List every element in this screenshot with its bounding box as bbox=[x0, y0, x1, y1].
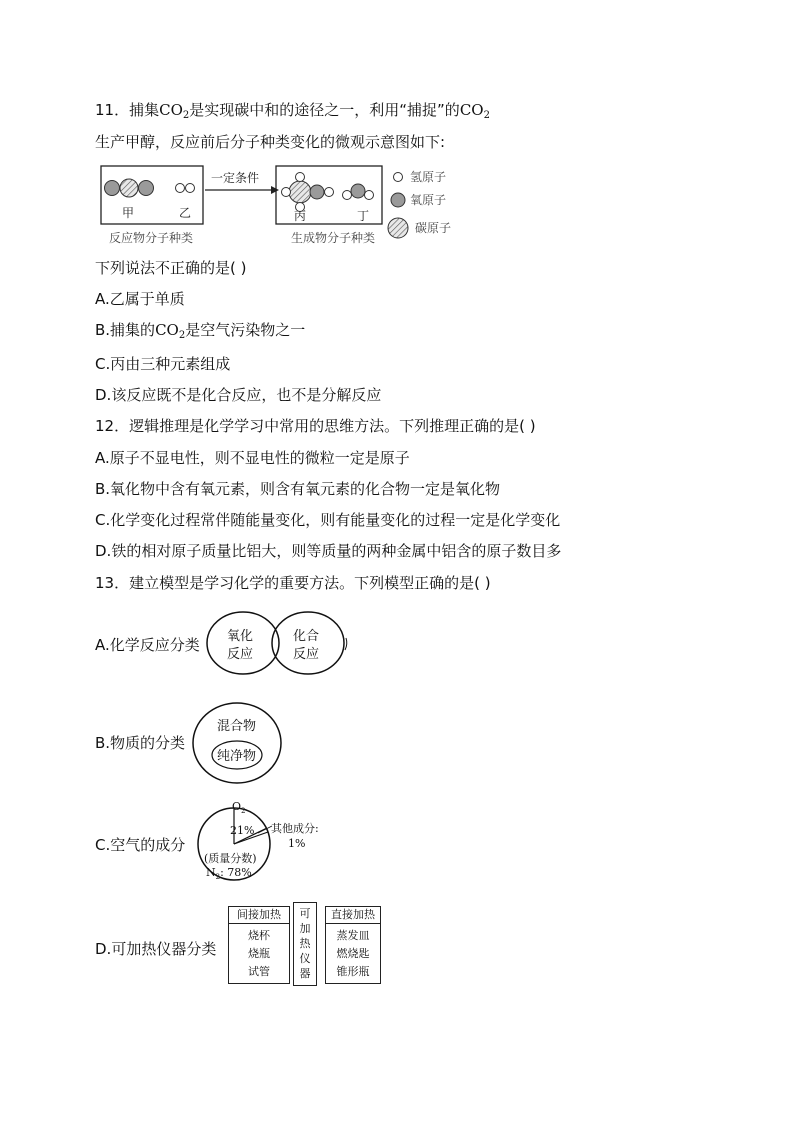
q11-reaction-diagram bbox=[95, 160, 475, 250]
venn-tick-mark bbox=[345, 638, 347, 650]
label-ding: 丁 bbox=[357, 209, 370, 223]
center-heating-box: 可 加 热 仪 器 bbox=[293, 902, 317, 986]
o2-label: $O_2$ bbox=[232, 800, 246, 815]
label-bing: 丙 bbox=[294, 209, 307, 223]
o2-percent: 21% bbox=[230, 824, 255, 837]
item-beaker: 烧杯 bbox=[248, 929, 270, 942]
co2-formula-2: $CO_2$ bbox=[459, 101, 490, 121]
inner-label-pure: 纯净物 bbox=[217, 749, 257, 764]
venn-right-line2: 反应 bbox=[293, 647, 320, 662]
indirect-items bbox=[229, 927, 289, 981]
q13-b-classification-diagram bbox=[190, 700, 286, 786]
reaction-condition: 一定条件 bbox=[211, 171, 260, 185]
carbon-atom-icon bbox=[289, 181, 311, 203]
other-label: 其他成分: bbox=[271, 822, 319, 835]
q11-line2: 生产甲醇，反应前后分子种类变化的微观示意图如下: bbox=[95, 133, 446, 151]
hydrogen-atom-icon bbox=[296, 173, 305, 182]
n2-label: $N_2$: 78% bbox=[206, 866, 252, 881]
legend-hydrogen-icon bbox=[394, 173, 403, 182]
reactant-caption: 反应物分子种类 bbox=[109, 231, 194, 245]
item-evaporating-dish: 蒸发皿 bbox=[336, 929, 370, 942]
q11-text-a: 捕集 bbox=[129, 101, 160, 119]
indirect-heating-box bbox=[228, 906, 290, 984]
venn-left-line1: 氧化 bbox=[227, 629, 254, 644]
q11-option-d[interactable]: D.该反应既不是化合反应，也不是分解反应 bbox=[95, 386, 382, 404]
other-percent: 1% bbox=[288, 837, 306, 850]
q13-option-b[interactable]: B.物质的分类 bbox=[95, 734, 186, 752]
q13-c-pie-chart bbox=[192, 798, 342, 882]
legend-carbon-icon bbox=[388, 218, 408, 238]
q11-option-a[interactable]: A.乙属于单质 bbox=[95, 290, 185, 308]
q11-number: 11． bbox=[95, 101, 130, 119]
carbon-atom-icon bbox=[120, 179, 138, 197]
arrow-head-icon bbox=[271, 186, 279, 194]
oxygen-atom-icon bbox=[310, 185, 324, 199]
hydrogen-atom-icon bbox=[365, 191, 374, 200]
q11-text-b: 是实现碳中和的途径之一，利用“捕捉”的 bbox=[189, 101, 460, 119]
q12-option-d[interactable]: D.铁的相对原子质量比铝大，则等质量的两种金属中铝含的原子数目多 bbox=[95, 542, 562, 560]
legend-hydrogen: 氢原子 bbox=[410, 170, 447, 184]
q12-option-a[interactable]: A.原子不显电性，则不显电性的微粒一定是原子 bbox=[95, 449, 410, 467]
legend-oxygen-icon bbox=[391, 193, 405, 207]
item-conical-flask: 锥形瓶 bbox=[336, 965, 370, 978]
label-jia: 甲 bbox=[122, 206, 135, 220]
legend-carbon: 碳原子 bbox=[415, 221, 452, 235]
q11-line1 bbox=[95, 99, 490, 121]
product-caption: 生成物分子种类 bbox=[291, 231, 376, 245]
q11-prompt: 下列说法不正确的是( ) bbox=[95, 259, 247, 277]
oxygen-atom-icon bbox=[351, 184, 365, 198]
q12-stem: 12．逻辑推理是化学学习中常用的思维方法。下列推理正确的是( ) bbox=[95, 417, 536, 435]
item-combustion-spoon: 燃烧匙 bbox=[336, 947, 370, 960]
q11-option-b[interactable]: B.捕集的$CO_2$是空气污染物之一 bbox=[95, 321, 306, 341]
indirect-heating-header: 间接加热 bbox=[229, 907, 289, 924]
co2-formula: $CO_2$ bbox=[159, 101, 190, 121]
q13-a-venn-diagram bbox=[205, 608, 355, 678]
q12-option-b[interactable]: B.氧化物中含有氧元素，则含有氧元素的化合物一定是氧化物 bbox=[95, 480, 501, 498]
legend-oxygen: 氧原子 bbox=[410, 193, 447, 207]
q12-option-c[interactable]: C.化学变化过程常伴随能量变化，则有能量变化的过程一定是化学变化 bbox=[95, 511, 561, 529]
mass-fraction-label: (质量分数) bbox=[204, 852, 257, 865]
q11-option-c[interactable]: C.丙由三种元素组成 bbox=[95, 355, 231, 373]
hydrogen-atom-icon bbox=[176, 184, 185, 193]
q13-option-a[interactable]: A.化学反应分类 bbox=[95, 636, 200, 654]
outer-label-mixture: 混合物 bbox=[217, 719, 257, 734]
item-flask: 烧瓶 bbox=[248, 947, 270, 960]
oxygen-atom-icon bbox=[139, 181, 154, 196]
venn-right-line1: 化合 bbox=[293, 629, 320, 644]
q13-option-d[interactable]: D.可加热仪器分类 bbox=[95, 940, 217, 958]
direct-heating-header: 直接加热 bbox=[326, 907, 380, 924]
item-test-tube: 试管 bbox=[248, 965, 270, 978]
oxygen-atom-icon bbox=[105, 181, 120, 196]
q13-d-heating-diagram bbox=[228, 906, 388, 986]
label-yi: 乙 bbox=[179, 206, 192, 220]
hydrogen-atom-icon bbox=[186, 184, 195, 193]
hydrogen-atom-icon bbox=[325, 188, 334, 197]
hydrogen-atom-icon bbox=[282, 188, 291, 197]
q13-option-c[interactable]: C.空气的成分 bbox=[95, 836, 186, 854]
q13-stem: 13．建立模型是学习化学的重要方法。下列模型正确的是( ) bbox=[95, 574, 491, 592]
venn-left-line2: 反应 bbox=[227, 647, 254, 662]
hydrogen-atom-icon bbox=[343, 191, 352, 200]
direct-items bbox=[326, 927, 380, 981]
direct-heating-box bbox=[325, 906, 381, 984]
